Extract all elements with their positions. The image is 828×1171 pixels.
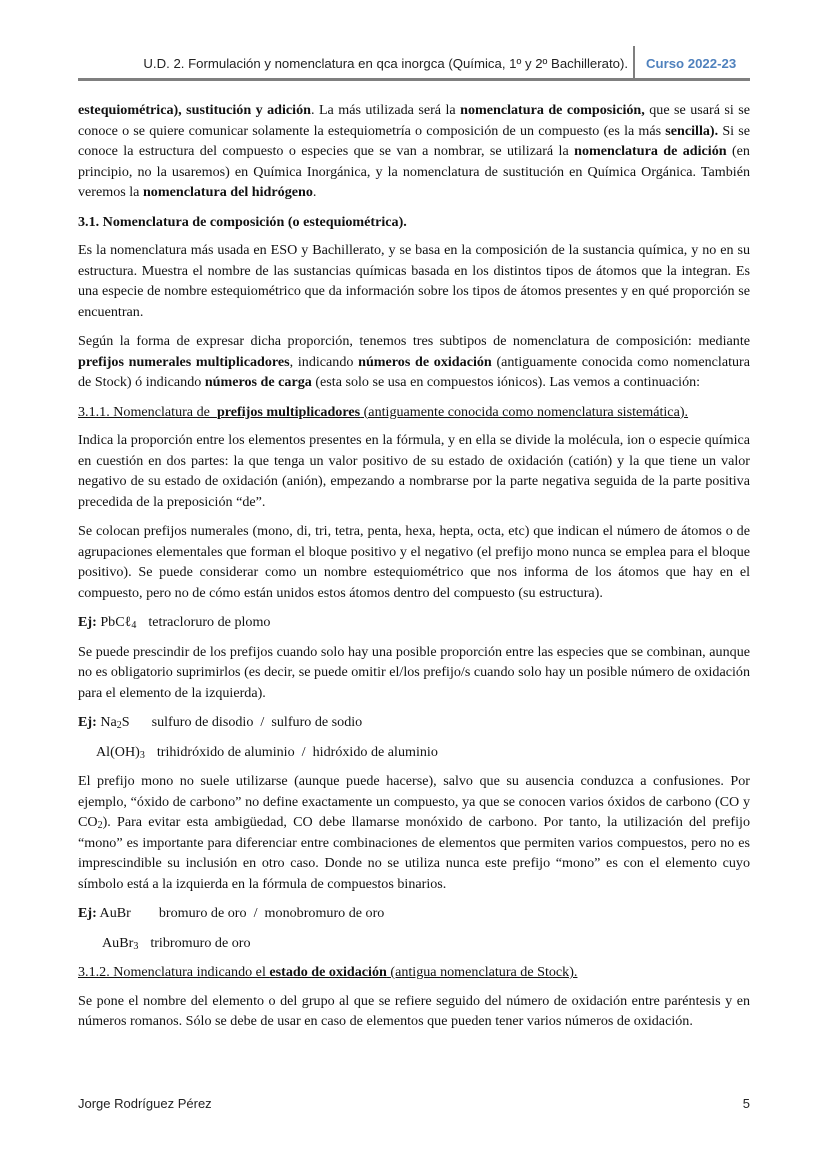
bold-text: prefijos multiplicadores bbox=[216, 403, 361, 420]
example-aubr3 bbox=[78, 933, 750, 954]
bold-text: estado de oxidación bbox=[269, 964, 387, 980]
example-label: Ej: bbox=[78, 905, 97, 921]
header-title: U.D. 2. Formulación y nomenclatura en qca inorgca (Química, 1º y 2º Bachillerato). bbox=[143, 56, 628, 71]
bold-text: prefijos numerales multiplicadores bbox=[78, 353, 290, 370]
text: . La más utilizada será la bbox=[310, 102, 461, 118]
section-3-1-paragraph-1: Es la nomenclatura más usada en ESO y Bachillerato, y se basa en la composición de la sustancia química, y no en su estructura. Muestra el nombre de las sustancias químicas basada en los distintos tipos de átomos que la integran. Es una especie de nombre estequiométrico que da información sobre los tipos de átomos presentes y en qué proporción se encuentran. bbox=[78, 242, 750, 320]
bold-text: nomenclatura del hidrógeno bbox=[142, 184, 313, 200]
text: (antiguamente conocida como nomenclatura sistemática). bbox=[360, 403, 689, 420]
compound-name: bromuro de oro / monobromuro de oro bbox=[158, 905, 385, 921]
text: (esta solo se usa en compuestos iónicos). Las vemos a continuación: bbox=[311, 374, 701, 390]
subscript: 2 bbox=[116, 720, 122, 731]
text: (antiguamente conocida como nomenclatura de Stock) ó indicando bbox=[78, 353, 750, 390]
bold-text: números de oxidación bbox=[358, 353, 492, 370]
compound-name: sulfuro de disodio / sulfuro de sodio bbox=[151, 714, 363, 730]
example-pbcl4 bbox=[78, 612, 750, 633]
bold-text: números de carga bbox=[204, 374, 312, 390]
compound-name: trihidróxido de aluminio / hidróxido de aluminio bbox=[156, 743, 438, 760]
bold-text: nomenclatura de composición, bbox=[460, 102, 645, 118]
section-3-1-1-paragraph-2: Se colocan prefijos numerales (mono, di, tri, tetra, penta, hexa, hepta, octa, etc) que indican el número de átomos o de agrupaciones elementales que forman el bloque positivo y el negativo (el prefijo mono nunca se emplea para el bloque positivo). Se puede considerar como un nombre estequiométrico que nos informa de los átomos que hay en el compuesto, pero no de cómo están unidos estos átomos dentro del compuesto (su estructura). bbox=[78, 523, 750, 601]
compound-name: tribromuro de oro bbox=[150, 934, 251, 951]
section-heading-3-1-1 bbox=[78, 402, 750, 423]
bold-text: estequiométrica), sustitución y adición bbox=[78, 102, 311, 118]
text: (antigua nomenclatura de Stock). bbox=[386, 964, 578, 980]
text: Según la forma de expresar dicha proporción, tenemos tres subtipos de nomenclatura de composición: mediante bbox=[78, 333, 750, 349]
formula: Na bbox=[100, 714, 117, 730]
subscript: 2 bbox=[97, 820, 103, 831]
text: (en principio, no la usaremos) en Química Inorgánica, y la nomenclatura de sustitución en Química Orgánica. También veremos la bbox=[78, 143, 750, 200]
text: 3.1.1. Nomenclatura de bbox=[78, 403, 217, 420]
section-3-1-1-paragraph-1: Indica la proporción entre los elementos presentes en la fórmula, y en ella se divide la molécula, ion o especie química en cuestión en dos partes: la que tenga un valor positivo de su estado de oxidación (catión) y la que tiene un valor negativo de su estado de oxidación (anión), empezando a nombrarse por la parte negativa seguida de la parte positiva precedida de la preposición “de”. bbox=[78, 432, 750, 510]
example-aubr bbox=[78, 903, 750, 924]
section-3-1-2-paragraph-1: Se pone el nombre del elemento o del grupo al que se refiere seguido del número de oxidación entre paréntesis y en números romanos. Sólo se debe de usar en caso de elementos que pueden tener varios números de oxidación. bbox=[78, 992, 750, 1029]
subscript: 3 bbox=[139, 749, 145, 761]
example-label: Ej: bbox=[78, 614, 97, 630]
page-header bbox=[78, 48, 750, 81]
section-heading-3-1: 3.1. Nomenclatura de composición (o estequiométrica). bbox=[78, 213, 407, 230]
example-na2s bbox=[78, 712, 750, 733]
page-body bbox=[78, 100, 750, 1041]
text: El prefijo mono no suele utilizarse (aunque puede hacerse), salvo que su ausencia conduzca a confusiones. Por ejemplo, “óxido de carbono” no define exactamente un compuesto, ya que se conocen varios óxidos de carbono (CO y CO bbox=[78, 773, 750, 830]
example-aloh3 bbox=[78, 742, 750, 763]
text: ). Para evitar esta ambigüedad, CO debe llamarse monóxido de carbono. Por tanto, la utilización del prefijo “mono” es importante para diferenciar entre combinaciones de elementos que permiten varios compuestos, pero no es imprescindible su inclusión en otro caso. Donde no se utiliza nunca este prefijo “mono” es con el elemento cuyo símbolo está a la izquierda en la fórmula de compuestos binarios. bbox=[78, 814, 750, 892]
formula: S bbox=[121, 714, 130, 730]
page-number: 5 bbox=[742, 1096, 750, 1111]
text: . bbox=[312, 184, 317, 200]
intro-paragraph bbox=[78, 100, 750, 203]
text: que se usará si se conoce o se quiere comunicar solamente la estequiometría o composición de un compuesto (es la más bbox=[78, 102, 750, 139]
subscript: 4 bbox=[131, 620, 137, 631]
compound-name: tetracloruro de plomo bbox=[148, 614, 271, 630]
text: Si se conoce la estructura del compuesto o especies que se van a nombrar, se utilizará la bbox=[78, 122, 750, 159]
bold-text: sencilla). bbox=[665, 122, 719, 139]
formula: Al(OH) bbox=[96, 743, 140, 760]
section-3-1-1-paragraph-4 bbox=[78, 771, 750, 894]
example-label: Ej: bbox=[78, 714, 97, 730]
section-3-1-paragraph-2 bbox=[78, 331, 750, 393]
text: , indicando bbox=[289, 353, 359, 370]
formula: PbCℓ bbox=[100, 614, 132, 630]
subscript: 3 bbox=[133, 940, 139, 952]
text: 3.1.2. Nomenclatura indicando el bbox=[78, 964, 270, 980]
formula: AuBr bbox=[99, 905, 131, 921]
section-3-1-1-paragraph-3: Se puede prescindir de los prefijos cuando solo hay una posible proporción entre las especies que se combinan, aunque no es obligatorio suprimirlos (es decir, se puede omitir el/los prefijo/s cuando solo hay un posible número de oxidación para el elemento de la izquierda). bbox=[78, 643, 750, 701]
footer-author: Jorge Rodríguez Pérez bbox=[78, 1096, 212, 1111]
bold-text: nomenclatura de adición bbox=[574, 143, 727, 159]
header-course: Curso 2022-23 bbox=[646, 56, 737, 71]
formula: AuBr bbox=[102, 934, 134, 951]
header-divider bbox=[633, 46, 635, 78]
section-heading-3-1-2 bbox=[78, 962, 750, 983]
